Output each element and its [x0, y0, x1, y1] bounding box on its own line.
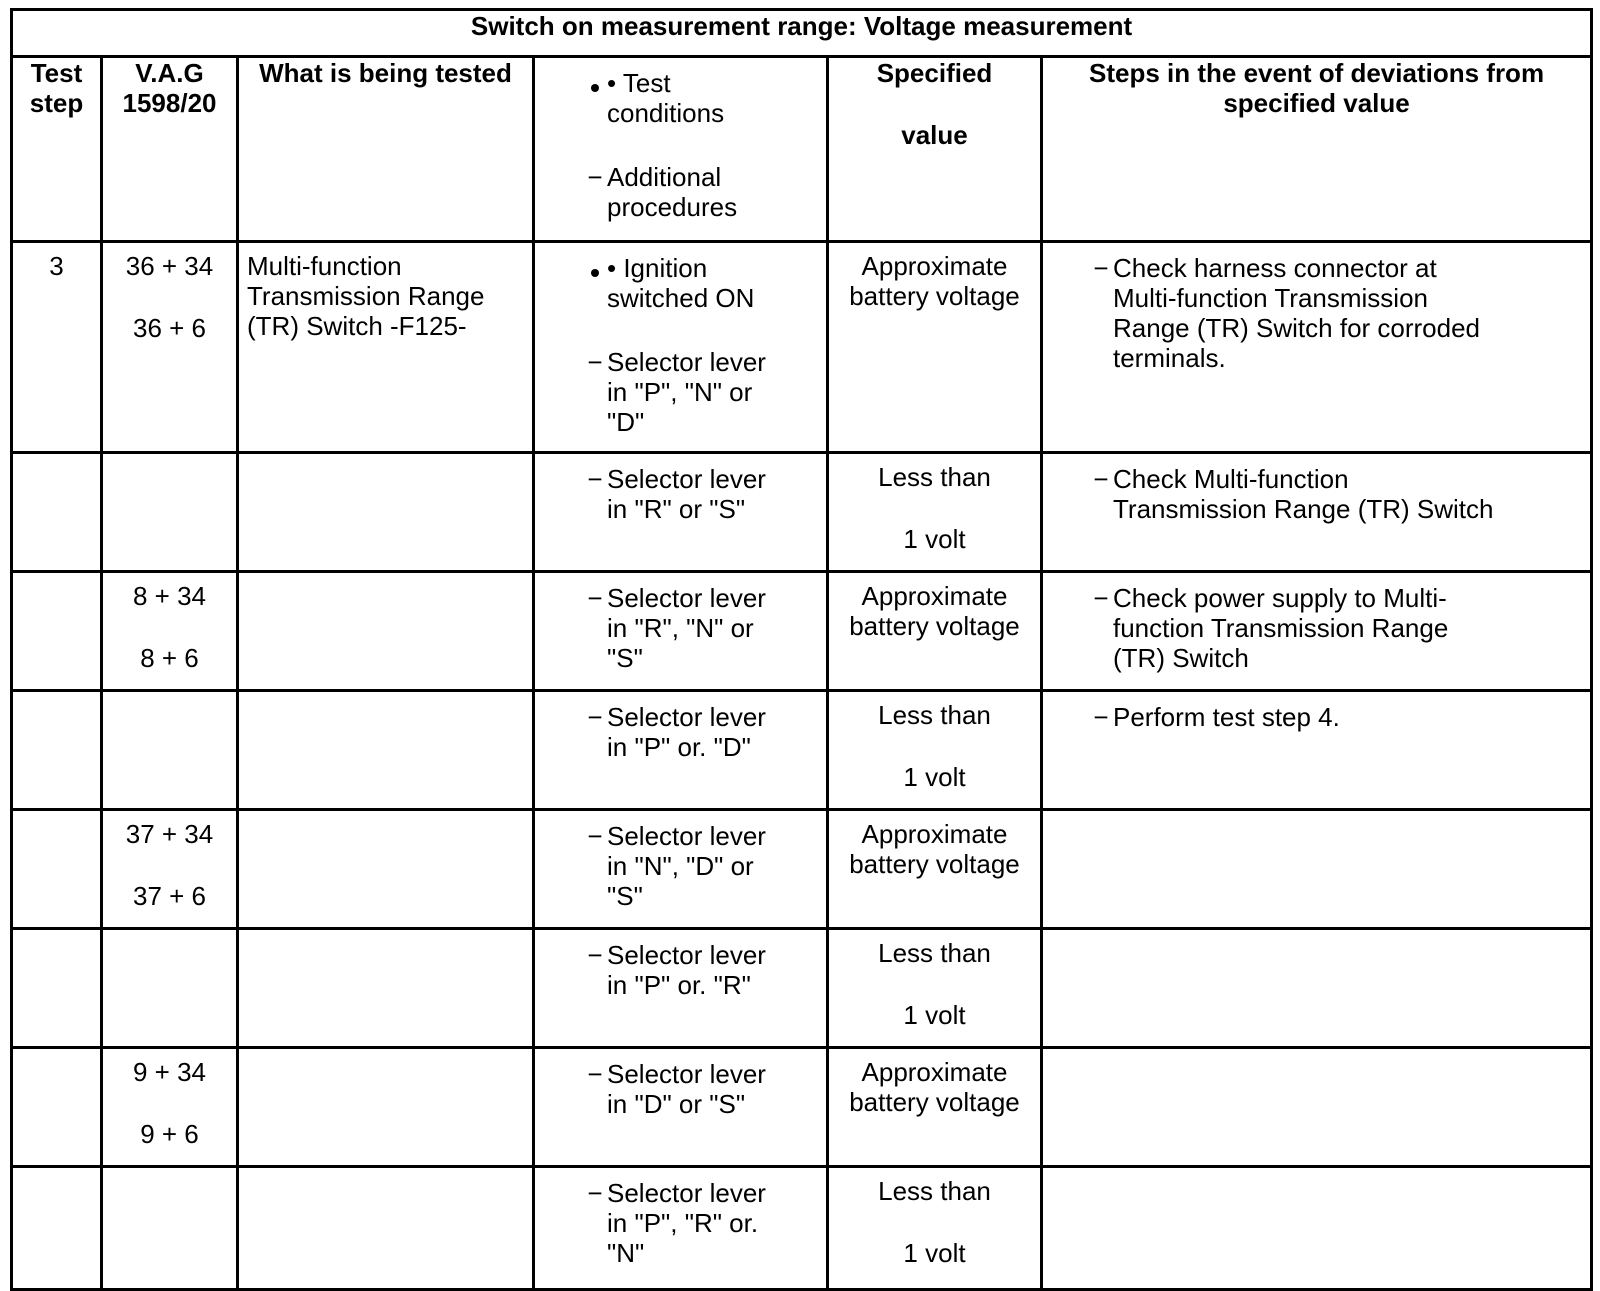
condition-line: in "R", "N" or	[607, 613, 754, 643]
what-line: Multi-function	[247, 251, 402, 281]
header-steps-line: Steps in the event of deviations from	[1088, 58, 1545, 88]
specified-line: 1 volt	[903, 1238, 966, 1268]
vag-value: 9 + 34	[132, 1057, 206, 1087]
step-dash	[1093, 702, 1582, 732]
what-cell	[238, 1048, 534, 1167]
vag-cell	[102, 1167, 238, 1290]
conditions-cell	[534, 572, 828, 691]
header-conditions-line: • Test	[607, 68, 671, 98]
bullet-icon	[585, 68, 605, 98]
vag-cell	[102, 1048, 238, 1167]
dash-icon: −	[587, 583, 603, 613]
condition-dash	[587, 821, 818, 911]
steps-cell	[1042, 242, 1592, 453]
steps-cell	[1042, 691, 1592, 810]
specified-cell	[828, 691, 1042, 810]
condition-line: in "P" or. "D"	[607, 732, 751, 762]
what-cell	[238, 929, 534, 1048]
condition-line: Selector lever	[607, 583, 766, 613]
dash-icon: −	[1093, 253, 1109, 283]
table-title: Switch on measurement range: Voltage measurement	[12, 10, 1592, 57]
condition-line: in "P" or. "R"	[607, 970, 751, 1000]
test-step-cell: 3	[12, 242, 102, 453]
specified-line: 1 volt	[903, 762, 966, 792]
vag-value: 36 + 6	[132, 313, 206, 343]
condition-dash	[587, 464, 818, 524]
specified-line: Approximate	[861, 819, 1008, 849]
header-conditions	[534, 57, 828, 242]
dash-icon: −	[1093, 464, 1109, 494]
test-step-cell	[12, 1167, 102, 1290]
vag-cell	[102, 691, 238, 810]
condition-line: Selector lever	[607, 464, 766, 494]
table-row	[12, 810, 1592, 929]
specified-line: battery voltage	[849, 849, 1020, 879]
header-test-step-line: step	[29, 88, 84, 118]
condition-line: "D"	[607, 407, 645, 437]
dash-icon: −	[587, 162, 603, 192]
condition-line: switched ON	[607, 283, 755, 313]
condition-line: "N"	[607, 1238, 645, 1268]
what-line: Transmission Range	[247, 281, 485, 311]
dash-icon: −	[1093, 702, 1109, 732]
specified-cell	[828, 572, 1042, 691]
steps-cell	[1042, 572, 1592, 691]
vag-value: 9 + 6	[140, 1119, 199, 1149]
header-conditions-dash	[587, 162, 818, 222]
condition-line: Selector lever	[607, 347, 766, 377]
table-row	[12, 691, 1592, 810]
header-test-step-line: Test	[30, 58, 83, 88]
what-cell	[238, 810, 534, 929]
specified-line: battery voltage	[849, 281, 1020, 311]
vag-cell	[102, 572, 238, 691]
condition-line: in "D" or "S"	[607, 1089, 746, 1119]
condition-dash	[587, 583, 818, 673]
table-row	[12, 1167, 1592, 1290]
condition-line: "S"	[607, 881, 643, 911]
header-procedures-line: Additional	[607, 162, 722, 192]
header-vag-line: V.A.G	[135, 58, 204, 88]
step-line: function Transmission Range	[1113, 613, 1449, 643]
condition-dash	[587, 1178, 818, 1268]
what-cell	[238, 242, 534, 453]
step-line: Check harness connector at	[1113, 253, 1437, 283]
dash-icon: −	[587, 940, 603, 970]
conditions-cell	[534, 1167, 828, 1290]
conditions-cell	[534, 691, 828, 810]
specified-line: battery voltage	[849, 1087, 1020, 1117]
test-step-cell	[12, 453, 102, 572]
specified-cell	[828, 1048, 1042, 1167]
vag-cell	[102, 929, 238, 1048]
vag-cell	[102, 242, 238, 453]
bullet-icon	[585, 253, 605, 283]
header-vag	[102, 57, 238, 242]
step-line: Multi-function Transmission	[1113, 283, 1428, 313]
table-row	[12, 453, 1592, 572]
specified-line: Less than	[878, 938, 991, 968]
test-step-cell	[12, 1048, 102, 1167]
vag-value: 36 + 34	[125, 251, 214, 281]
dash-icon: −	[587, 1178, 603, 1208]
condition-line: • Ignition	[607, 253, 708, 283]
what-cell	[238, 691, 534, 810]
table-row	[12, 1048, 1592, 1167]
condition-dash	[587, 702, 818, 762]
specified-line: Approximate	[861, 251, 1008, 281]
what-line: (TR) Switch -F125-	[247, 311, 467, 341]
table-row	[12, 572, 1592, 691]
specified-line: Approximate	[861, 581, 1008, 611]
condition-line: Selector lever	[607, 940, 766, 970]
specified-cell	[828, 1167, 1042, 1290]
what-cell	[238, 572, 534, 691]
header-conditions-bullet	[607, 68, 818, 128]
test-step-cell	[12, 929, 102, 1048]
step-dash	[1093, 464, 1582, 524]
condition-line: Selector lever	[607, 702, 766, 732]
table-row	[12, 242, 1592, 453]
condition-dash	[587, 1059, 818, 1119]
header-what: What is being tested	[238, 57, 534, 242]
conditions-cell	[534, 453, 828, 572]
specified-line: battery voltage	[849, 611, 1020, 641]
what-cell	[238, 1167, 534, 1290]
condition-bullet	[607, 253, 818, 313]
specified-line: Less than	[878, 700, 991, 730]
vag-value: 8 + 34	[132, 581, 206, 611]
test-step-cell	[12, 572, 102, 691]
step-line: terminals.	[1113, 343, 1226, 373]
step-dash	[1093, 253, 1582, 373]
condition-line: in "P", "N" or	[607, 377, 753, 407]
condition-line: Selector lever	[607, 1059, 766, 1089]
condition-line: in "R" or "S"	[607, 494, 746, 524]
conditions-cell	[534, 242, 828, 453]
condition-line: in "P", "R" or.	[607, 1208, 759, 1238]
dash-icon: −	[587, 1059, 603, 1089]
specified-line: Less than	[878, 1176, 991, 1206]
header-row	[12, 57, 1592, 242]
dash-icon: −	[587, 347, 603, 377]
step-line: Transmission Range (TR) Switch	[1113, 494, 1494, 524]
what-cell	[238, 453, 534, 572]
header-steps	[1042, 57, 1592, 242]
steps-cell	[1042, 1167, 1592, 1290]
header-specified-line: value	[901, 120, 968, 150]
dash-icon: −	[1093, 583, 1109, 613]
vag-value: 37 + 6	[132, 881, 206, 911]
step-line: (TR) Switch	[1113, 643, 1249, 673]
specified-line: Less than	[878, 462, 991, 492]
dash-icon: −	[587, 464, 603, 494]
header-specified-line: Specified	[876, 58, 993, 88]
vag-value: 8 + 6	[140, 643, 199, 673]
specified-line: 1 volt	[903, 1000, 966, 1030]
steps-cell	[1042, 810, 1592, 929]
steps-cell	[1042, 1048, 1592, 1167]
condition-dash	[587, 940, 818, 1000]
vag-value: 37 + 34	[125, 819, 214, 849]
procedure-table	[10, 8, 1593, 1291]
conditions-cell	[534, 929, 828, 1048]
test-step-cell	[12, 691, 102, 810]
dash-icon: −	[587, 821, 603, 851]
condition-dash	[587, 347, 818, 437]
specified-line: Approximate	[861, 1057, 1008, 1087]
vag-cell	[102, 810, 238, 929]
condition-line: in "N", "D" or	[607, 851, 754, 881]
table-row	[12, 929, 1592, 1048]
step-dash	[1093, 583, 1582, 673]
header-steps-line: specified value	[1223, 88, 1410, 118]
header-conditions-line: conditions	[607, 98, 725, 128]
specified-cell	[828, 242, 1042, 453]
vag-cell	[102, 453, 238, 572]
header-procedures-line: procedures	[607, 192, 738, 222]
conditions-cell	[534, 1048, 828, 1167]
step-line: Check Multi-function	[1113, 464, 1349, 494]
step-line: Check power supply to Multi-	[1113, 583, 1447, 613]
steps-cell	[1042, 453, 1592, 572]
specified-cell	[828, 810, 1042, 929]
header-test-step	[12, 57, 102, 242]
condition-line: Selector lever	[607, 821, 766, 851]
condition-line: "S"	[607, 643, 643, 673]
condition-line: Selector lever	[607, 1178, 766, 1208]
step-line: Range (TR) Switch for corroded	[1113, 313, 1481, 343]
conditions-cell	[534, 810, 828, 929]
dash-icon: −	[587, 702, 603, 732]
step-line: Perform test step 4.	[1113, 702, 1340, 732]
header-specified	[828, 57, 1042, 242]
specified-cell	[828, 929, 1042, 1048]
specified-cell	[828, 453, 1042, 572]
specified-line: 1 volt	[903, 524, 966, 554]
header-vag-line: 1598/20	[122, 88, 217, 118]
steps-cell	[1042, 929, 1592, 1048]
test-step-cell	[12, 810, 102, 929]
